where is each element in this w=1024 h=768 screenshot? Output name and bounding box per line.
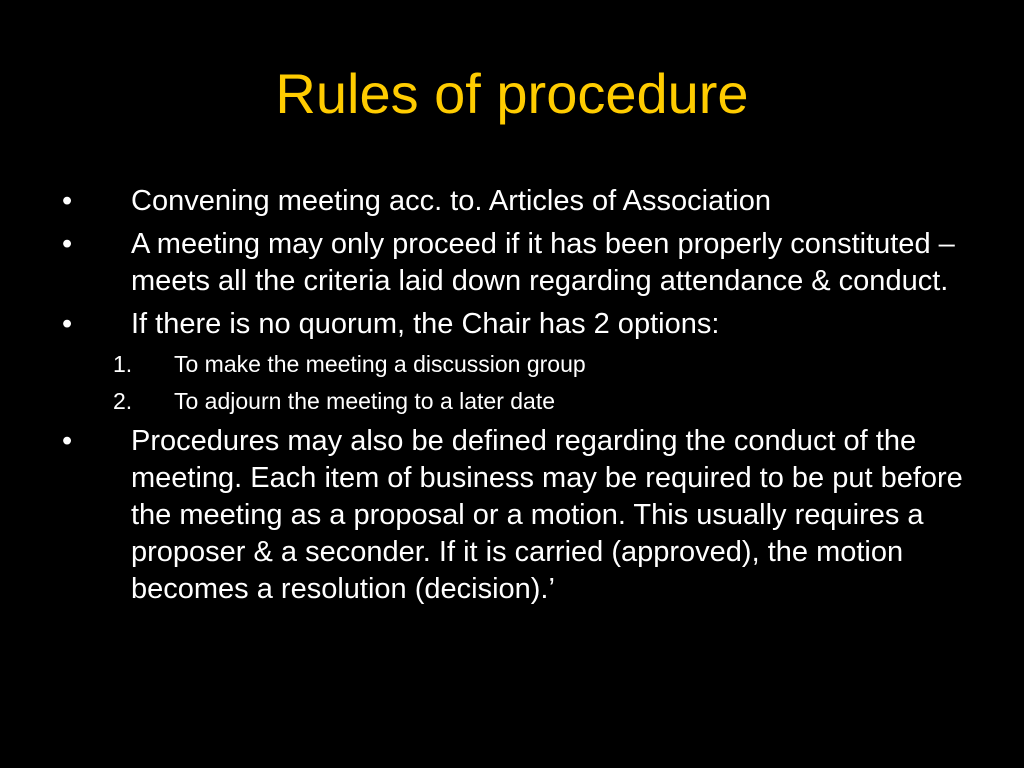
option-number: 1.	[113, 351, 133, 377]
bullet-text: Procedures may also be defined regarding the conduct of the meeting. Each item of business may be required to be put before the meeting as a proposal or a motion. This usually requires a proposer & a seconder. If it is carried (approved), the motion becomes a resolution (decision).’	[131, 425, 963, 605]
bullet-marker: •	[62, 228, 73, 260]
bullet-item-quorum	[0, 306, 1024, 343]
option-item-discussion-group	[0, 349, 1024, 379]
option-item-adjourn	[0, 386, 1024, 416]
bullet-marker: •	[62, 308, 73, 340]
slide-title: Rules of procedure	[275, 62, 749, 125]
bullet-marker: •	[62, 185, 73, 217]
bullet-text: Convening meeting acc. to. Articles of Association	[131, 185, 771, 217]
bullet-item-procedures	[0, 423, 1024, 608]
bullet-text: If there is no quorum, the Chair has 2 options:	[131, 308, 720, 340]
option-text: To make the meeting a discussion group	[174, 351, 586, 377]
option-text: To adjourn the meeting to a later date	[174, 388, 556, 414]
bullet-marker: •	[62, 425, 73, 457]
bullet-text: A meeting may only proceed if it has been properly constituted – meets all the criteria laid down regarding attendance & conduct.	[131, 228, 955, 297]
bullet-item-constituted	[0, 226, 1024, 300]
slide-content	[0, 183, 1024, 614]
option-number: 2.	[113, 388, 133, 414]
bullet-item-convening	[0, 183, 1024, 220]
